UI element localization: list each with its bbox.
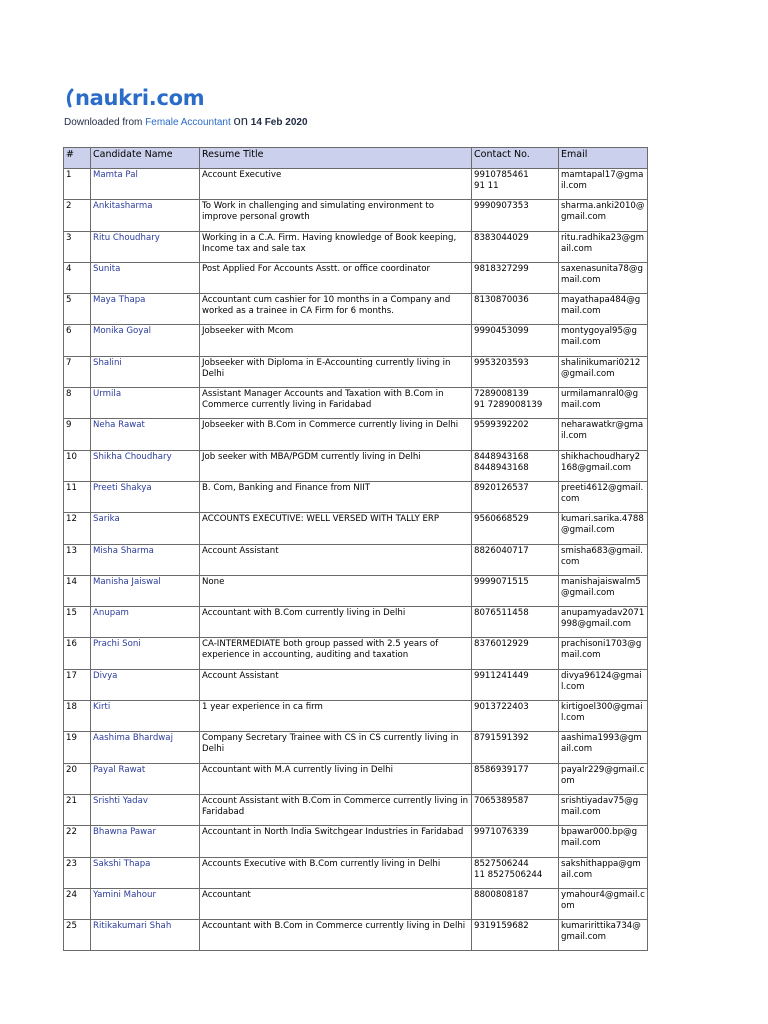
phone-number: 9319159682 [474, 921, 529, 932]
table-row [64, 169, 648, 200]
table-row [64, 701, 648, 732]
phone-number: 8920126537 [474, 482, 529, 493]
row-number: 9 [64, 419, 91, 450]
phone-number: 7289008139 [474, 389, 529, 400]
email-address: payalr229@gmail.com [559, 763, 648, 794]
candidate-name-link[interactable]: Sarika [91, 513, 200, 544]
candidate-name-link[interactable]: Prachi Soni [91, 638, 200, 669]
row-number: 7 [64, 356, 91, 387]
table-row [64, 638, 648, 669]
phone-number: 8826040717 [474, 545, 529, 556]
email-address: saxenasunita78@gmail.com [559, 262, 648, 293]
resume-title: None [200, 575, 472, 606]
row-number: 1 [64, 169, 91, 200]
contact-number [472, 701, 559, 732]
table-row [64, 732, 648, 763]
email-address: urmilamanral0@gmail.com [559, 388, 648, 419]
table-header-row [64, 148, 648, 169]
table-row [64, 763, 648, 794]
email-address: shalinikumari0212@gmail.com [559, 356, 648, 387]
candidate-name-link[interactable]: Aashima Bhardwaj [91, 732, 200, 763]
contact-number [472, 325, 559, 356]
email-address: kirtigoel300@gmail.com [559, 701, 648, 732]
email-address: aashima1993@gmail.com [559, 732, 648, 763]
candidate-name-link[interactable]: Payal Rawat [91, 763, 200, 794]
email-address: ritu.radhika23@gmail.com [559, 231, 648, 262]
contact-number [472, 669, 559, 700]
header-num: # [64, 148, 91, 169]
row-number: 25 [64, 920, 91, 951]
resume-title: Post Applied For Accounts Asstt. or office coordinator [200, 262, 472, 293]
row-number: 6 [64, 325, 91, 356]
table-row [64, 481, 648, 512]
email-address: montygoyal95@gmail.com [559, 325, 648, 356]
row-number: 16 [64, 638, 91, 669]
contact-number [472, 513, 559, 544]
resume-title: Account Assistant with B.Com in Commerce currently living in Faridabad [200, 794, 472, 825]
resume-title: CA-INTERMEDIATE both group passed with 2.5 years of experience in accounting, auditing and taxation [200, 638, 472, 669]
email-address: sakshithappa@gmail.com [559, 857, 648, 888]
resume-title: To Work in challenging and simulating environment to improve personal growth [200, 200, 472, 231]
row-number: 20 [64, 763, 91, 794]
row-number: 2 [64, 200, 91, 231]
contact-number [472, 544, 559, 575]
row-number: 10 [64, 450, 91, 481]
candidate-name-link[interactable]: Yamini Mahour [91, 888, 200, 919]
resume-title: Account Assistant [200, 669, 472, 700]
email-address: divya96124@gmail.com [559, 669, 648, 700]
candidate-name-link[interactable]: Monika Goyal [91, 325, 200, 356]
email-address: prachisoni1703@gmail.com [559, 638, 648, 669]
phone-number: 8791591392 [474, 733, 529, 744]
phone-number: 8448943168 [474, 462, 529, 473]
phone-number: 9971076339 [474, 827, 529, 838]
resume-title: Company Secretary Trainee with CS in CS currently living in Delhi [200, 732, 472, 763]
table-row [64, 857, 648, 888]
phone-number: 9990453099 [474, 326, 529, 337]
contact-number [472, 888, 559, 919]
email-address: smisha683@gmail.com [559, 544, 648, 575]
phone-number: 9560668529 [474, 514, 529, 525]
candidate-name-link[interactable]: Bhawna Pawar [91, 826, 200, 857]
contact-number [472, 575, 559, 606]
phone-number: 9013722403 [474, 702, 529, 713]
row-number: 24 [64, 888, 91, 919]
table-row [64, 419, 648, 450]
email-address: manishajaiswalm5@gmail.com [559, 575, 648, 606]
table-row [64, 888, 648, 919]
row-number: 5 [64, 294, 91, 325]
download-info [64, 113, 308, 128]
row-number: 4 [64, 262, 91, 293]
candidate-name-link[interactable]: Ankitasharma [91, 200, 200, 231]
email-address: kumari.sarika.4788@gmail.com [559, 513, 648, 544]
contact-number [472, 231, 559, 262]
candidate-name-link[interactable]: Srishti Yadav [91, 794, 200, 825]
contact-number [472, 857, 559, 888]
phone-number: 8076511458 [474, 608, 529, 619]
phone-number: 91 7289008139 [474, 400, 543, 411]
email-address: mamtapal17@gmail.com [559, 169, 648, 200]
candidate-name-link[interactable]: Maya Thapa [91, 294, 200, 325]
contact-number [472, 481, 559, 512]
candidate-name-link[interactable]: Mamta Pal [91, 169, 200, 200]
naukri-logo-icon [64, 88, 74, 108]
row-number: 23 [64, 857, 91, 888]
row-number: 21 [64, 794, 91, 825]
contact-number [472, 920, 559, 951]
contact-number [472, 419, 559, 450]
resume-title: Accountant in North India Switchgear Industries in Faridabad [200, 826, 472, 857]
contact-number [472, 388, 559, 419]
email-address: anupamyadav2071998@gmail.com [559, 607, 648, 638]
candidate-name-link[interactable]: Shikha Choudhary [91, 450, 200, 481]
row-number: 11 [64, 481, 91, 512]
resume-title: Accountant with B.Com currently living in Delhi [200, 607, 472, 638]
candidate-name-link[interactable]: Divya [91, 669, 200, 700]
header-candidate-name: Candidate Name [91, 148, 200, 169]
candidate-name-link[interactable]: Manisha Jaiswal [91, 575, 200, 606]
candidate-name-link[interactable]: Shalini [91, 356, 200, 387]
download-date: 14 Feb 2020 [250, 117, 308, 128]
table-row [64, 388, 648, 419]
resume-title: Account Executive [200, 169, 472, 200]
resume-title: Accounts Executive with B.Com currently living in Delhi [200, 857, 472, 888]
email-address: ymahour4@gmail.com [559, 888, 648, 919]
email-address: kumaririttika734@gmail.com [559, 920, 648, 951]
phone-number: 8376012929 [474, 639, 529, 650]
download-on: on [233, 113, 249, 128]
phone-number: 8130870036 [474, 295, 529, 306]
contact-number [472, 826, 559, 857]
phone-number: 9910785461 [474, 170, 529, 180]
candidate-name-link[interactable]: Misha Sharma [91, 544, 200, 575]
table-row [64, 231, 648, 262]
phone-number: 9990907353 [474, 201, 529, 212]
table-row [64, 826, 648, 857]
contact-number [472, 450, 559, 481]
header-email: Email [559, 148, 648, 169]
email-address: srishtiyadav75@gmail.com [559, 794, 648, 825]
contact-number [472, 763, 559, 794]
resume-title: Jobseeker with Diploma in E-Accounting currently living in Delhi [200, 356, 472, 387]
logo-text: naukri.com [75, 86, 205, 110]
phone-number: 8586939177 [474, 764, 529, 775]
table-row [64, 450, 648, 481]
resume-title: ACCOUNTS EXECUTIVE: WELL VERSED WITH TALLY ERP [200, 513, 472, 544]
candidate-name-link[interactable]: Sunita [91, 262, 200, 293]
table-row [64, 325, 648, 356]
candidate-name-link[interactable]: Anupam [91, 607, 200, 638]
phone-number: 7065389587 [474, 795, 529, 806]
phone-number: 9953203593 [474, 357, 529, 368]
table-row [64, 794, 648, 825]
row-number: 13 [64, 544, 91, 575]
search-link[interactable]: Female Accountant [145, 117, 231, 128]
table-row [64, 262, 648, 293]
contact-number [472, 356, 559, 387]
table-row [64, 513, 648, 544]
header-contact: Contact No. [472, 148, 559, 169]
phone-number: 9818327299 [474, 263, 529, 274]
phone-number: 8448943168 [474, 451, 529, 462]
candidate-name-link[interactable]: Kirti [91, 701, 200, 732]
email-address: shikhachoudhary2168@gmail.com [559, 450, 648, 481]
table-row [64, 356, 648, 387]
resume-title: Account Assistant [200, 544, 472, 575]
table-row [64, 607, 648, 638]
candidate-name-link[interactable]: Sakshi Thapa [91, 857, 200, 888]
resume-title: B. Com, Banking and Finance from NIIT [200, 481, 472, 512]
candidates-table [63, 147, 648, 951]
download-prefix: Downloaded from [64, 117, 143, 128]
table-row [64, 575, 648, 606]
email-address: neharawatkr@gmail.com [559, 419, 648, 450]
contact-number [472, 638, 559, 669]
phone-number: 91 11 [474, 181, 499, 191]
row-number: 14 [64, 575, 91, 606]
phone-number: 8383044029 [474, 232, 529, 243]
phone-number: 11 8527506244 [474, 869, 543, 880]
contact-number [472, 169, 559, 200]
email-address: bpawar000.bp@gmail.com [559, 826, 648, 857]
row-number: 19 [64, 732, 91, 763]
phone-number: 9999071515 [474, 576, 529, 587]
row-number: 18 [64, 701, 91, 732]
phone-number: 9911241449 [474, 670, 529, 681]
email-address: preeti4612@gmail.com [559, 481, 648, 512]
contact-number [472, 262, 559, 293]
phone-number: 8800808187 [474, 889, 529, 900]
candidate-name-link[interactable]: Ritikakumari Shah [91, 920, 200, 951]
candidate-name-link[interactable]: Neha Rawat [91, 419, 200, 450]
contact-number [472, 200, 559, 231]
row-number: 15 [64, 607, 91, 638]
row-number: 17 [64, 669, 91, 700]
resume-title: Accountant [200, 888, 472, 919]
table-row [64, 669, 648, 700]
email-address: sharma.anki2010@gmail.com [559, 200, 648, 231]
table-row [64, 200, 648, 231]
resume-title: Jobseeker with B.Com in Commerce currently living in Delhi [200, 419, 472, 450]
table-row [64, 920, 648, 951]
contact-number [472, 294, 559, 325]
row-number: 8 [64, 388, 91, 419]
row-number: 12 [64, 513, 91, 544]
table-row [64, 294, 648, 325]
candidate-name-link[interactable]: Ritu Choudhary [91, 231, 200, 262]
resume-title: Accountant with M.A currently living in Delhi [200, 763, 472, 794]
email-address: mayathapa484@gmail.com [559, 294, 648, 325]
phone-number: 8527506244 [474, 858, 529, 869]
contact-number [472, 732, 559, 763]
resume-title: Job seeker with MBA/PGDM currently living in Delhi [200, 450, 472, 481]
resume-title: 1 year experience in ca firm [200, 701, 472, 732]
resume-title: Accountant with B.Com in Commerce currently living in Delhi [200, 920, 472, 951]
table-row [64, 544, 648, 575]
header-resume-title: Resume Title [200, 148, 472, 169]
phone-number: 9599392202 [474, 420, 529, 431]
row-number: 3 [64, 231, 91, 262]
contact-number [472, 794, 559, 825]
candidate-name-link[interactable]: Urmila [91, 388, 200, 419]
resume-title: Accountant cum cashier for 10 months in a Company and worked as a trainee in CA Firm for 6 months. [200, 294, 472, 325]
candidate-name-link[interactable]: Preeti Shakya [91, 481, 200, 512]
resume-title: Jobseeker with Mcom [200, 325, 472, 356]
contact-number [472, 607, 559, 638]
resume-title: Assistant Manager Accounts and Taxation with B.Com in Commerce currently living in Faridabad [200, 388, 472, 419]
row-number: 22 [64, 826, 91, 857]
resume-title: Working in a C.A. Firm. Having knowledge of Book keeping, Income tax and sale tax [200, 231, 472, 262]
naukri-logo [64, 86, 204, 110]
